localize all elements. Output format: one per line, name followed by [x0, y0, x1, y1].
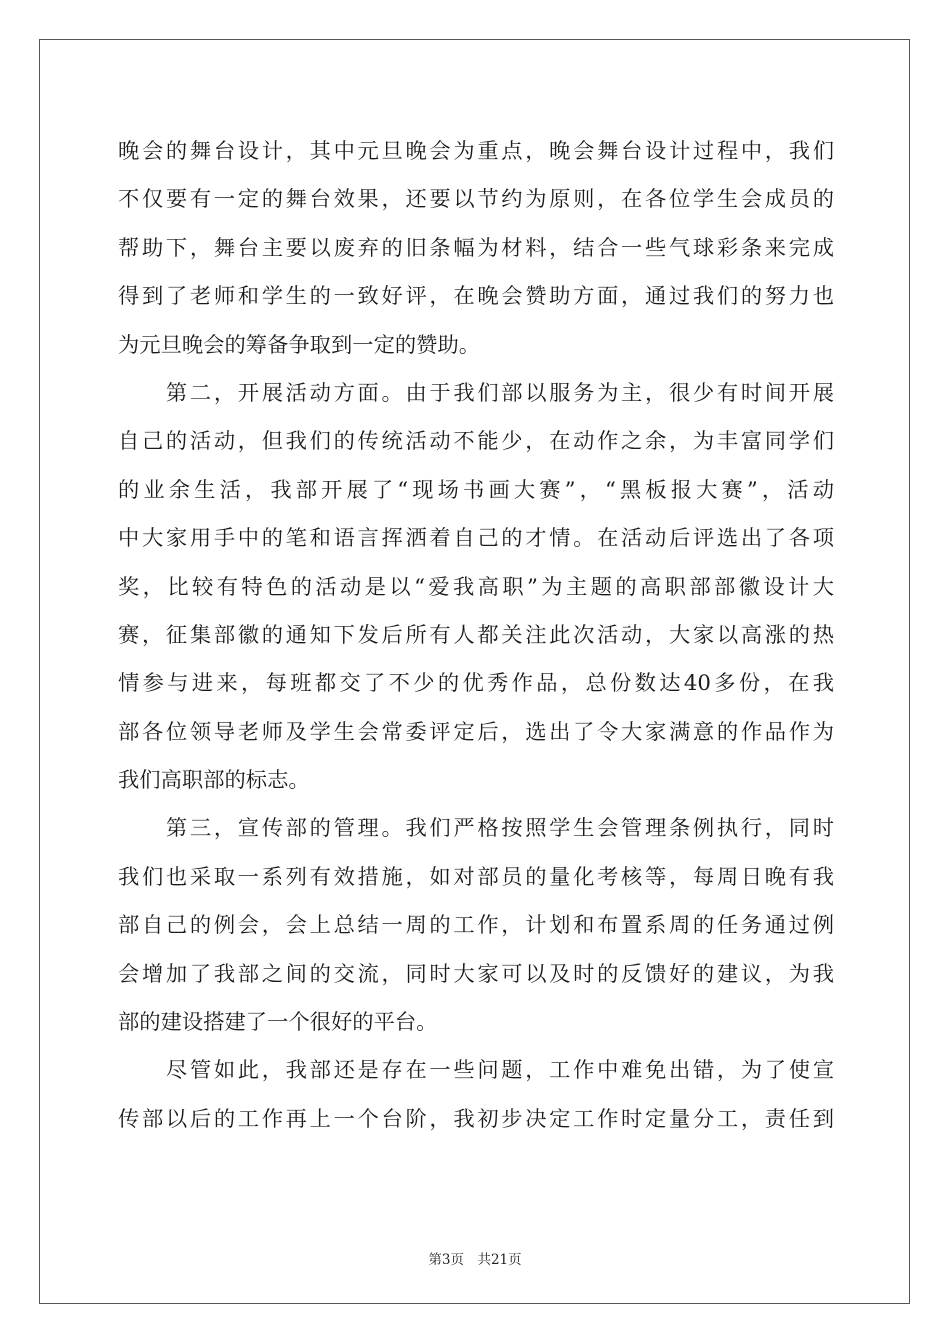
text-line: 自己的活动，但我们的传统活动不能少，在动作之余，为丰富同学们 — [118, 429, 834, 455]
text-line: 传部以后的工作再上一个台阶，我初步决定工作时定量分工，责任到 — [118, 1106, 834, 1132]
text-line: 情参与进来，每班都交了不少的优秀作品，总份数达40多份，在我 — [118, 671, 834, 697]
text-line: 会增加了我部之间的交流，同时大家可以及时的反馈好的建议，为我 — [118, 961, 834, 987]
text-line: 第三，宣传部的管理。我们严格按照学生会管理条例执行，同时 — [118, 816, 834, 842]
text-line: 部的建设搭建了一个很好的平台。 — [118, 1010, 438, 1036]
text-line: 奖，比较有特色的活动是以“爱我高职”为主题的高职部部徽设计大 — [118, 574, 834, 600]
page-number-footer: 第3页 共21页 — [428, 1252, 522, 1268]
text-line: 赛，征集部徽的通知下发后所有人都关注此次活动，大家以高涨的热 — [118, 622, 834, 648]
text-line: 尽管如此，我部还是存在一些问题，工作中难免出错，为了使宣 — [118, 1058, 834, 1084]
text-line: 我们也采取一系列有效措施，如对部员的量化考核等，每周日晚有我 — [118, 864, 834, 890]
text-line: 我们高职部的标志。 — [118, 768, 310, 794]
text-line: 晚会的舞台设计，其中元旦晚会为重点，晚会舞台设计过程中，我们 — [118, 139, 834, 164]
text-line: 得到了老师和学生的一致好评，在晚会赞助方面，通过我们的努力也 — [118, 284, 834, 310]
text-line: 中大家用手中的笔和语言挥洒着自己的才情。在活动后评选出了各项 — [118, 526, 834, 552]
text-line: 的业余生活，我部开展了“现场书画大赛”，“黑板报大赛”，活动 — [118, 477, 834, 503]
text-line: 不仅要有一定的舞台效果，还要以节约为原则，在各位学生会成员的 — [118, 187, 834, 213]
text-line: 为元旦晚会的筹备争取到一定的赞助。 — [118, 332, 481, 358]
text-line: 帮助下，舞台主要以废弃的旧条幅为材料，结合一些气球彩条来完成 — [118, 235, 834, 261]
text-line: 部各位领导老师及学生会常委评定后，选出了令大家满意的作品作为 — [118, 719, 834, 745]
document-body — [118, 128, 834, 1144]
text-line: 部自己的例会，会上总结一周的工作，计划和布置系周的任务通过例 — [118, 913, 834, 939]
text-line: 第二，开展活动方面。由于我们部以服务为主，很少有时间开展 — [118, 380, 834, 406]
